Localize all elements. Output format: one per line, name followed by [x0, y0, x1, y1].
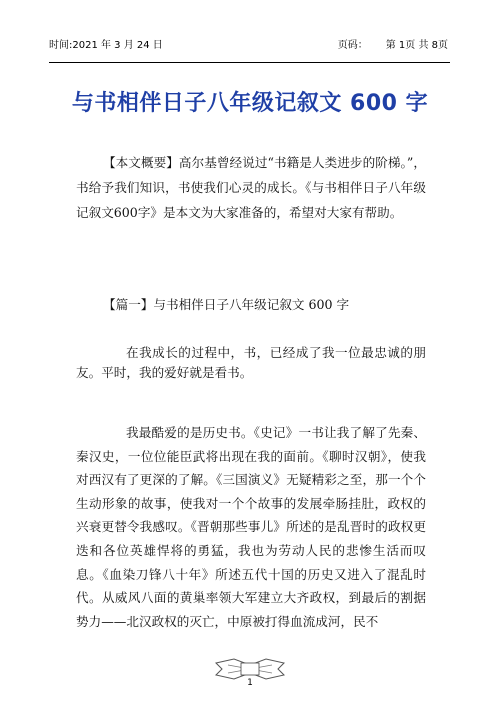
section-heading: 【篇一】与书相伴日子八年级记叙文 600 字 — [103, 297, 350, 312]
footer-page-number: 1 — [247, 678, 253, 688]
body-paragraph-1: 在我成长的过程中，书，已经成了我一位最忠诚的朋友。平时，我的爱好就是看书。 — [76, 345, 426, 380]
header-rule — [49, 62, 450, 63]
header-date: 时间:2021 年 3 月 24 日 — [49, 40, 163, 51]
body-paragraph-2: 我最酷爱的是历史书。《史记》一书让我了解了先秦、秦汉史，一位位能臣武将出现在我的面前。《聊时汉朝》，使我对西汉有了更深的了解。《三国演义》无疑精彩之至，那一个个生动形象的故事，使我对一个个故事的发展牵肠挂肚，政权的兴衰更替令我感叹。《晋朝那些事儿》所述的是乱晋时的政权更迭和各位英雄悍将的勇猛，我也为劳动人民的悲惨生活而叹息。《血染刀锋八十年》所述五代十国的历史又进入了混乱时代。从威风八面的黄巢率领大军建立大齐政权，到最后的割据势力——北汉政权的灭亡，中原被打得血流成河，民不 — [76, 425, 426, 629]
header-page-info — [338, 40, 448, 51]
summary-paragraph: 【本文概要】高尔基曾经说过“书籍是人类进步的阶梯。”，书给予我们知识，书使我们心灵的成长。《与书相伴日子八年级记叙文600字》是本文为大家准备的，希望对大家有帮助。 — [76, 155, 426, 220]
header-page-label: 页码： — [337, 40, 368, 51]
page-header — [0, 0, 500, 64]
document-body — [76, 150, 426, 633]
document-title: 与书相伴日子八年级记叙文 600 字 — [71, 90, 429, 116]
header-page-position: 第 1页 共 8页 — [385, 40, 448, 51]
